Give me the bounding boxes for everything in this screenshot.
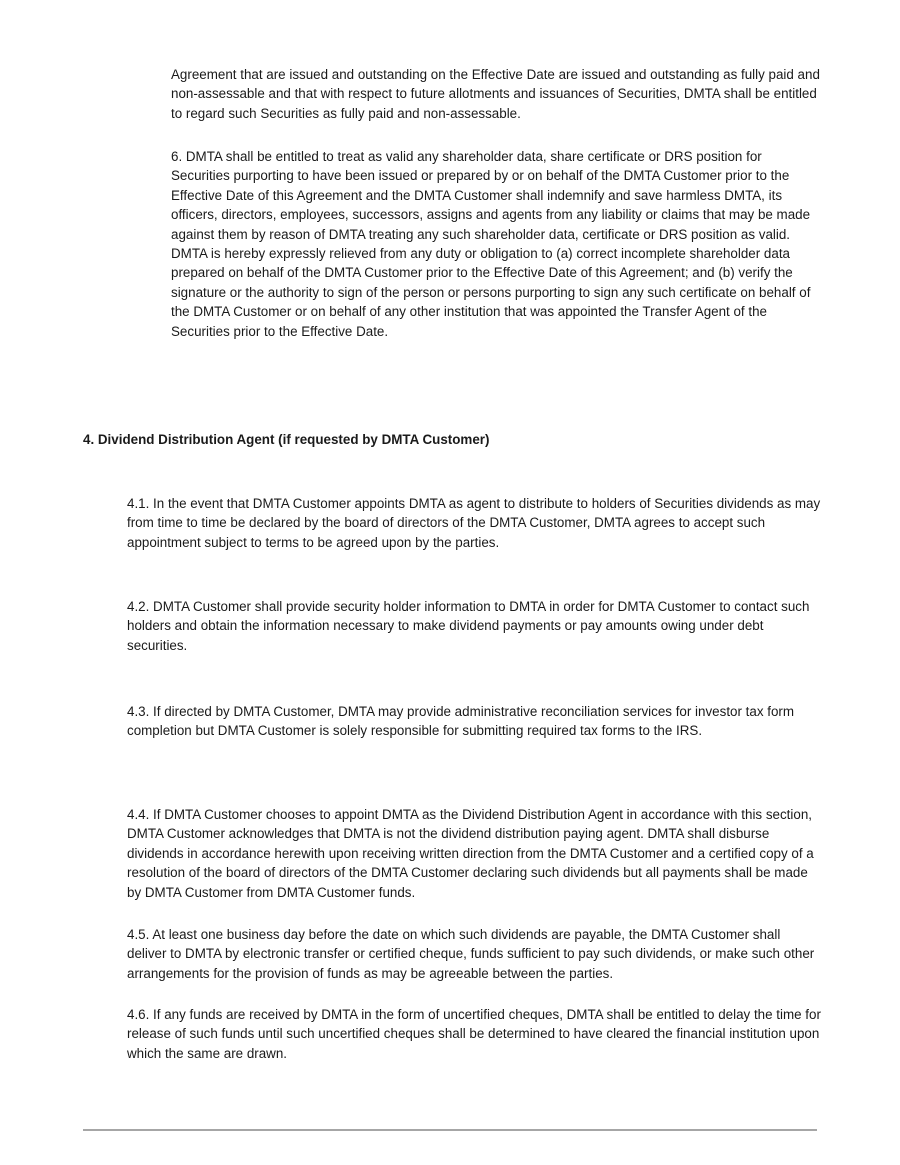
section3-para5-continuation: Agreement that are issued and outstanding on the Effective Date are issued and outstanding as fully paid and non-assessable and that with respect to future allotments and issuances of Securities, DMTA shall be entitled to regard such Securities as fully paid and non-assessable. (171, 67, 820, 121)
clause-4-5: 4.5. At least one business day before the date on which such dividends are payable, the DMTA Customer shall deliver to DMTA by electronic transfer or certified cheque, funds sufficient to pay such dividends, or make such other arrangements for the provision of funds as may be agreeable between the parties. (127, 927, 815, 981)
clause-4-1: 4.1. In the event that DMTA Customer appoints DMTA as agent to distribute to holders of Securities dividends as may from time to time be declared by the board of directors of the DMTA Customer, DMTA agrees to accept such appointment subject to terms to be agreed upon by the parties. (127, 496, 821, 550)
clause-4-6: 4.6. If any funds are received by DMTA in the form of uncertified cheques, DMTA shall be entitled to delay the time for release of such funds until such uncertified cheques shall be determined to have cleared the financial institution upon which the same are drawn. (127, 1007, 821, 1061)
section4-heading: 4. Dividend Distribution Agent (if requested by DMTA Customer) (83, 432, 490, 447)
clause-4-2: 4.2. DMTA Customer shall provide security holder information to DMTA in order for DMTA Customer to contact such holders and obtain the information necessary to make dividend payments or pay amounts owing under debt securities. (127, 599, 810, 653)
footer-divider (83, 1129, 817, 1131)
clause-4-3: 4.3. If directed by DMTA Customer, DMTA may provide administrative reconciliation services for investor tax form completion but DMTA Customer is solely responsible for submitting required tax forms to the IRS. (127, 704, 795, 739)
clause-4-4: 4.4. If DMTA Customer chooses to appoint DMTA as the Dividend Distribution Agent in accordance with this section, DMTA Customer acknowledges that DMTA is not the dividend distribution paying agent. DMTA shall disburse dividends in accordance herewith upon receiving written direction from the DMTA Customer and a certified copy of a resolution of the board of directors of the DMTA Customer declaring such dividends but all payments shall be made by DMTA Customer from DMTA Customer funds. (127, 807, 814, 900)
section3-para6: 6. DMTA shall be entitled to treat as valid any shareholder data, share certificate or DRS position for Securities purporting to have been issued or prepared by or on behalf of the DMTA Customer prior to the Effective Date of this Agreement and the DMTA Customer shall indemnify and save harmless DMTA, its officers, directors, employees, successors, assigns and agents from any liability or claims that may be made against them by reason of DMTA treating any such shareholder data, certificate or DRS position as valid. DMTA is hereby expressly relieved from any duty or obligation to (a) correct incomplete shareholder data prepared on behalf of the DMTA Customer prior to the Effective Date of this Agreement; and (b) verify the signature or the authority to sign of the person or persons purporting to sign any such certificate on behalf of the DMTA Customer or on behalf of any other institution that was appointed the Transfer Agent of the Securities prior to the Effective Date. (171, 149, 811, 339)
